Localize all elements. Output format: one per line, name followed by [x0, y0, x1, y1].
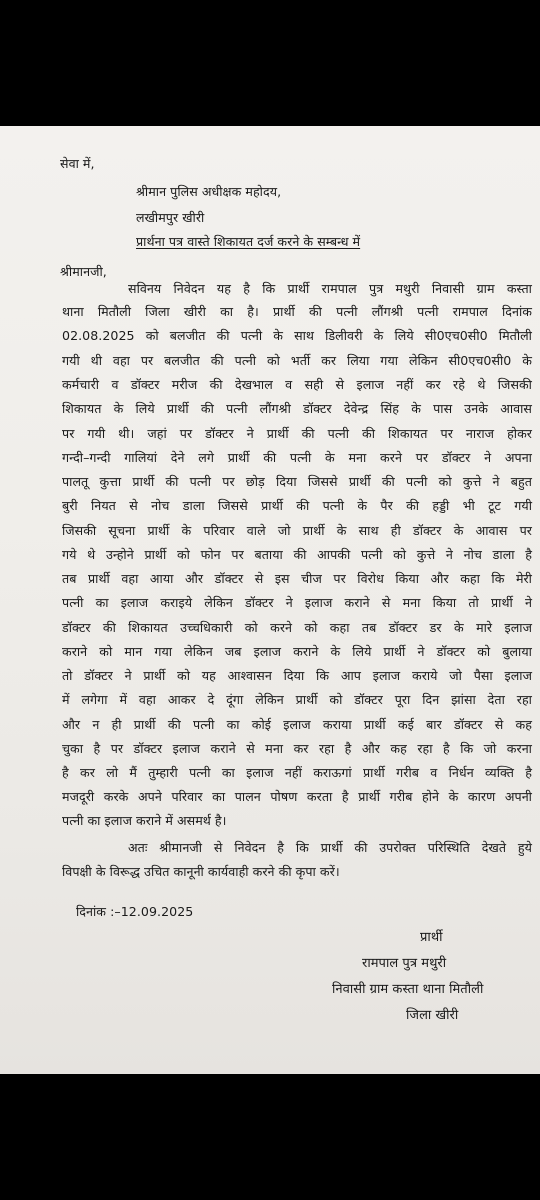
body-line: गये थे उन्होने प्रार्थी को फोन पर बताया की आपकी पत्नी को कुत्ते ने नोच डाला है [62, 547, 532, 562]
body-line: तब प्रार्थी वहा आया और डॉक्टर से इस चीज पर विरोध किया और कहा कि मेरी [62, 571, 532, 586]
body-line: पत्नी का इलाज कराने में असमर्थ है। [62, 813, 227, 828]
body-line: 02.08.2025 को बलजीत की पत्नी के साथ डिलीवरी के लिये सी0एच0सी0 मितौली [62, 328, 532, 343]
body-line: मजदूरी करके अपने परिवार का पालन पोषण करता है प्रार्थी गरीब होने के कारण अपनी [62, 789, 532, 804]
greeting: श्रीमानजी, [60, 264, 107, 279]
body-line: गन्दी–गन्दी गालियां देने लगे प्रार्थी की पत्नी के मना करने पर डॉक्टर ने अपना [62, 450, 532, 465]
recipient-place: लखीमपुर खीरी [136, 210, 205, 225]
signature-district: जिला खीरी [406, 1008, 459, 1023]
body-line: और न ही प्रार्थी की पत्नी का कोई इलाज कराया प्रार्थी कई बार डॉक्टर से कह [62, 717, 532, 732]
body-line: गयी थी वहा पर बलजीत की पत्नी को भर्ती कर लिया गया लेकिन सी0एच0सी0 के [62, 353, 532, 368]
body-line: तो डॉक्टर ने प्रार्थी को यह आश्वासन दिया कि आप इलाज कराये जो पैसा इलाज [62, 668, 532, 683]
signature-name: रामपाल पुत्र मथुरी [362, 956, 447, 971]
body-line: पत्नी का इलाज कराइये लेकिन डॉक्टर ने इलाज कराने से मना किया तो प्रार्थी ने [62, 595, 532, 610]
body-line: कर्मचारी व डॉक्टर मरीज की देखभाल व सही से इलाज नहीं कर रहे थे जिसकी [62, 377, 532, 392]
body-line: चुका है पर डॉक्टर इलाज कराने से मना कर रहा है और कह रहा है कि जो करना [62, 741, 532, 756]
body-line: है कर लो मैं तुम्हारी पत्नी का इलाज नहीं कराऊगां प्रार्थी गरीब व निर्धन व्यक्ति है [62, 765, 532, 780]
body-line: डॉक्टर की शिकायत उच्चधिकारी को करने को कहा तब डॉक्टर डर के मारे इलाज [62, 620, 532, 635]
body-line: सविनय निवेदन यह है कि प्रार्थी रामपाल पुत्र मथुरी निवासी ग्राम कस्ता [128, 281, 532, 296]
signature-address: निवासी ग्राम कस्ता थाना मितौली [332, 982, 484, 997]
signature-label: प्रार्थी [420, 930, 443, 945]
salutation-to: सेवा में, [60, 156, 95, 171]
letter-date: दिनांक :–12.09.2025 [76, 904, 194, 919]
recipient-title: श्रीमान पुलिस अधीक्षक महोदय, [136, 184, 282, 199]
body-line: कराने को मान गया लेकिन जब इलाज कराने के लिये प्रार्थी ने डॉक्टर को बुलाया [62, 644, 532, 659]
body-line: पालतू कुत्ता प्रार्थी की पत्नी पर छोड़ दिया जिससे प्रार्थी की पत्नी को कुत्ते ने बहुत [62, 474, 532, 489]
body-line: पर गयी थी। जहां पर डॉक्टर ने प्रार्थी की पत्नी की शिकायत पर नाराज होकर [62, 426, 532, 441]
body-line: थाना मितौली जिला खीरी का है। प्रार्थी की पत्नी लौंगश्री पत्नी रामपाल दिनांक [62, 304, 532, 319]
body-line: में लगेगा में वहा आकर दे दूंगा लेकिन प्रार्थी को डॉक्टर पूरा दिन झांसा देता रहा [62, 692, 532, 707]
subject-line: प्रार्थना पत्र वास्ते शिकायत दर्ज करने के सम्बन्ध में [136, 234, 361, 249]
request-line: विपक्षी के विरूद्ध उचित कानूनी कार्यवाही करने की कृपा करें। [62, 864, 340, 879]
body-line: बुरी नियत से नोच डाला जिससे प्रार्थी की पत्नी के पैर की हड्डी भी टूट गयी [62, 498, 532, 513]
request-line: अतः श्रीमानजी से निवेदन है कि प्रार्थी की उपरोक्त परिस्थिति देखते हुये [128, 840, 532, 855]
body-line: जिसकी सूचना प्रार्थी के परिवार वाले जो प्रार्थी के साथ ही डॉक्टर के आवास पर [62, 523, 532, 538]
letter-page [0, 126, 540, 1074]
body-line: शिकायत के लिये प्रार्थी की पत्नी लौंगश्री डॉक्टर देवेन्द्र सिंह के पास उनके आवास [62, 401, 532, 416]
